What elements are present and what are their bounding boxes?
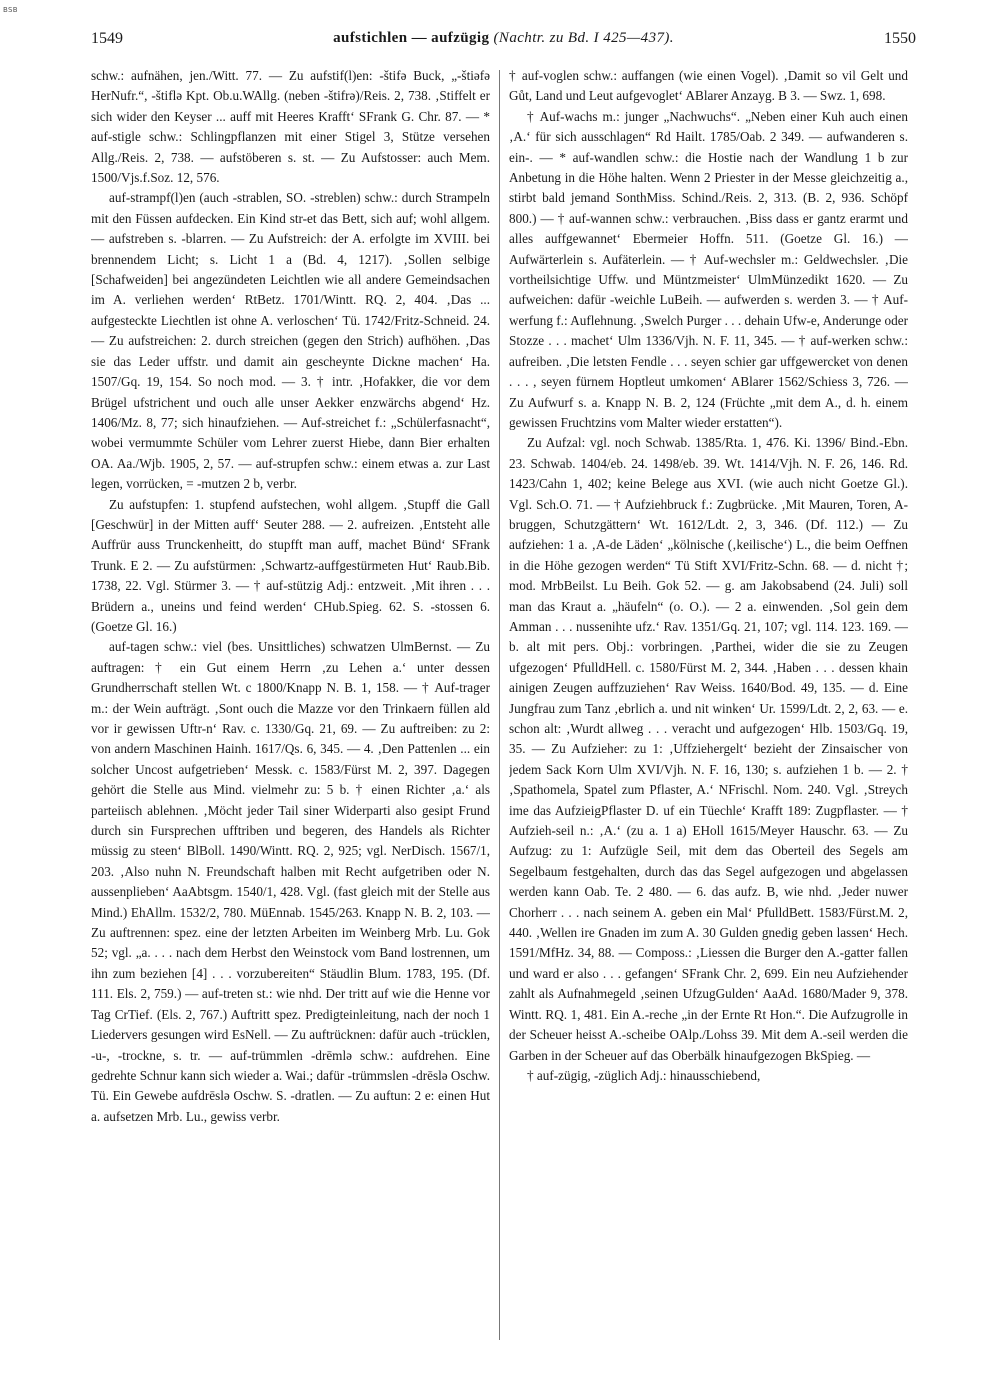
- right-paragraph: † auf-zügig, -züglich Adj.: hinausschiebend,: [527, 1067, 761, 1083]
- page-header: [91, 30, 916, 52]
- left-paragraph: schw.: aufnähen, jen./Witt. 77. — Zu aufstif(l)en: -štifə Buck, „-štiəfə HerNufr.“, -štiflə Kpt. Ob.u.WAllg. (neben -štifrə)/Reis. 2, 738. ‚Stiffelt er sich wider den Keyser ... auff mit Heeres Krafft‘ SFrank G. Chr. 87. — * auf-stigle schw.: Schlingpflanzen mit einer Stigel 3, Stütze versehen Allg./Reis. 2, 738. — aufstöberen s. st. — Zu Aufstosser: auch Mem. 1500/Vjs.f.Soz. 12, 576.: [91, 68, 490, 186]
- running-head-note: (Nachtr. zu Bd. I 425—437).: [493, 30, 674, 46]
- left-paragraph: auf-tagen schw.: viel (bes. Unsittliches) schwatzen UlmBernst. — Zu auftragen: † ein Gut einem Herrn ‚zu Lehen a.‘ unter dessen Grundherrschaft stellen Wt. c 1800/Knapp N. B. 1, 158. — † Auf-trager m.: der Wein aufträgt. ‚Sont ouch die Mazze vor den Trinkaern füllen ald vor ir gewissen Uftr-n‘ Rav. c. 1330/Gq. 21, 69. — Zu auftreiben: zu 2: von andern Maschinen Hainh. 1617/Qs. 6, 345. — 4. ‚Den Pattenlen ... ein solcher Uncost aufgetrieben‘ Messk. c. 1583/Fürst M. 2, 397. Dagegen gehört die Stelle aus Mind. vielmehr zu: 5 b. † einen Richter ‚a.‘ als parteiisch ablehnen. ‚Möcht jeder Tail siner Widerparti also gesipt Frund durch sin Fursprechen ufftriben und begeren, des Handels als Richter müssig zu steen‘ BlBoll. 1490/Wintt. RQ. 2, 925; vgl. NerDisch. 1567/1, 203. ‚Also nuhn N. Freundschaft halben mit Recht aufgetriben oder N. aussenplieben‘ AaAbtsgm. 1540/1, 428. Vgl. (fast gleich mit der Stelle aus Mind.) EhAllm. 1532/2, 780. MüEnnab. 1545/263. Knapp N. B. 2, 103. — Zu auftrennen: spez. eine der letzten Arbeiten im Weinberg Mrb. Lu. Gok 52; vgl. „a. . . . nach dem Herbst den Weinstock vom Band lostrennen, um ihn zum beziehen [4] . . . vorzubereiten“ Stäudlin Blum. 1783, 195. (Df. 111. Els. 2, 759.) — auf-treten st.: wie nhd. Der tritt auf wie die Henne vor Tag CrTief. (Els. 2, 767.) Auftritt spez. Predigteinleitung, nach der noch 1 Liedervers gesungen wird EsNell. — Zu auftrücknen: dafür auch -trücklen, -u-, -trockne, s. tr. — auf-trümmlen -drēmlə schw.: aufdrehen. Eine gedrehte Schnur kann sich wieder a. Wai.; dafür -trümmslen -drēslə Oschw. Tü. Ein Gewebe aufdrēslə Oschw. S. -dratlen. — Zu auftun: 2 e: einen Hut a. aufsetzen Mrb. Lu., gewiss verbr.: [91, 639, 490, 1124]
- right-paragraph: † Auf-wachs m.: junger „Nachwuchs“. „Neben einer Kuh auch einen ‚A.‘ für sich ausschlagen“ Rd Hailt. 1785/Oab. 2 349. — aufwanderen s. ein-. — * auf-wandlen schw.: die Hostie nach der Wandlung 1 b zur Anbetung in die Höhe halten. Wenn 2 Priester in der Messe gleichzeitig a., stirbt bald jemand SonthMiss. Schind./Reis. 2, 313. (B. 2, 936. Schöpf 800.) — † auf-wannen schw.: verbrauchen. ‚Biss dass er gantz erarmt und alles auffgewannet‘ Ebermeier Hoffn. 511. (Goetze Gl. 16.) — Aufwärterlein s. Aufäterlein. — † Auf-wechsler m.: Geldwechsler. ‚Die vortheilsichtige Uffw. und Müntzmeister‘ UlmMünzedikt 1620. — Zu aufweichen: dafür -weichle LuBeih. — aufwerden s. werden 3. — † Auf-werfung f.: Auflehnung. ‚Swelch Purger . . . dehain Ufw-e, Anderunge oder Stozze . . . machet‘ Ulm 1336/Vjh. N. F. 11, 345. — † auf-werken schw.: aufreiben. ‚Die letsten Fendle . . . seyen schier gar uffgewercket von denen . . . , seyen fürnem Hoptleut umkomen‘ ABlarer 1562/Schiess 3, 726. — Zu Aufwurf s. a. Knapp N. B. 2, 124 (Früchte „mit dem A., d. h. einem gewissen Fruchtzins vom Malter wieder erstatten“).: [509, 108, 908, 430]
- left-column: [91, 66, 490, 1366]
- left-paragraph: Zu aufstupfen: 1. stupfend aufstechen, wohl allgem. ‚Stupff die Gall [Geschwür] in der Mitten auff‘ Seuter 288. — 2. aufreizen. ‚Entsteht alle Auffrür auss Trunckenheitt, do stupfft man auff, machet Bünd‘ SFrank Trunk. E 2. — Zu aufstürmen: ‚Schwartz-auffgestürmeten Hut‘ Raub.Bib. 1738, 22. Vgl. Stürmer 3. — † auf-stützig Adj.: entzweit. ‚Mit ihren . . . Brüdern a., uneins und feind werden‘ CHub.Spieg. 62. S. -stossen 6. (Goetze Gl. 16.): [91, 496, 490, 634]
- right-column: [509, 66, 908, 1366]
- right-paragraph: † auf-voglen schw.: auffangen (wie einen Vogel). ‚Damit so vil Gelt und Gůt, Land und Leut aufgevoglet‘ ABlarer Anzayg. B 3. — Swz. 1, 698.: [509, 68, 908, 104]
- left-paragraph: auf-strampf(l)en (auch -strablen, SO. -streblen) schw.: durch Strampeln mit den Füssen aufdecken. Ein Kind str-et das Bett, sich auf; wohl allgem. — aufstreben s. -blarren. — Zu Aufstreich: der A. erfolgte im XVIII. bei brennendem Licht; s. Licht 1 a (Bd. 4, 1217). ‚Sollen selbige [Schafweiden] bei angezündeten Leichtlen wie all andere Gemeindsachen im A. verliehen werden‘ RtBetz. 1701/Wintt. RQ. 2, 404. ‚Das ... aufgesteckte Liechtlen ist ohne A. verloschen‘ Tü. 1742/Fritz-Schneid. 24. — Zu aufstreichen: 2. durch streichen (gegen den Strich) aufhöhen. ‚Das sie das Leder uffstr. und damit ain gescheynte Dickne machen‘ Ha. 1507/Gq. 19, 154. So noch mod. — 3. † intr. ‚Hofakker, die vor dem Brügel ufstrichent und ouch alle unser Aekker enzwärchs abgend‘ Hz. 1406/Mz. 8, 77; sich hinaufziehen. — Auf-streichet f.: „Schülerfasnacht“, wobei vermummte Schüler vom Lehrer zuerst Hiebe, dann Bier erhalten OA. Aa./Wjb. 1905, 2, 57. — auf-strupfen schw.: einem etwas a. zur Last legen, vorrücken, = -mutzen 2 b, verbr.: [91, 190, 490, 492]
- running-head: [91, 30, 916, 47]
- page-number-right: 1550: [884, 30, 916, 47]
- page-number-left: 1549: [91, 30, 123, 47]
- library-mark: BSB: [3, 6, 18, 14]
- running-head-headword: aufstichlen — aufzügig: [333, 30, 490, 46]
- column-rule: [499, 70, 500, 1340]
- right-paragraph: Zu Aufzal: vgl. noch Schwab. 1385/Rta. 1, 476. Ki. 1396/ Bind.-Ebn. 23. Schwab. 1404/eb. 24. 1498/eb. 39. Wt. 1414/Vjh. N. F. 26, 146. Rd. 1423/Cahn 1, 402; keine Belege aus XVI. (wie auch nicht Goetze Gl.). Vgl. Sch.O. 71. — † Aufziehbruck f.: Zugbrücke. ‚Mit Mauren, Toren, A-bruggen, Schutzgättern‘ Wt. 1612/Ldt. 2, 3, 346. (Df. 112.) — Zu aufziehen: 1 a. ‚A-de Läden‘ „kölnische (‚keilische‘) L., die beim Oeffnen in die Höhe gezogen werden“ Tü Stift XVI/Fritz-Schn. 68. — d. nicht †; mod. MrbBeilst. Lu Beih. Gok 52. — g. am Jakobsabend (24. Juli) soll man das Kraut a. „häufeln“ (o. O.). — 2 a. einwenden. ‚Sol gein dem Amman . . . nussenihte ufz.‘ Rav. 1351/Gq. 21, 107; vgl. 114. 123. 169. — b. alt mit pers. Obj.: vorbringen. ‚Parthei, wider die sie zu Zeugen ufgezogen‘ PfulldHell. c. 1580/Fürst M. 2, 344. ‚Haben . . . dessen khain ainigen Zeugen auffzuziehen‘ Rav Weiss. 1640/Bod. 49, 135. — d. Eine Jungfrau zum Tanz ‚ebrlich a. und nit winken‘ Ur. 1599/Ldt. 2, 2, 63. — e. schon alt: ‚Wurdt allweg . . . veracht und aufgezogen‘ Hlb. 1503/Gq. 19, 35. — Zu Aufzieher: zu 1: ‚Uffziehergelt‘ bezieht der Zinsaischer von jedem Sack Korn Ulm XVI/Vjh. N. F. 16, 130; s. aufziehen 1 b. — 2. † ‚Spathomela, Spatel zum Pflaster, A.‘ NFrischl. Nom. 240. Vgl. ‚Streych ime das AufzieigPflaster D. uf ein Tüechle‘ Krafft 189: Zugpflaster. — † Aufzieh-seil n.: ‚A.‘ (zu a. 1 a) EHoll 1615/Meyer Hauschr. 63. — Zu Aufzug: zu 1: Aufzügle Seil, mit dem das Oberteil des Segels am Segelbaum festgehalten, durch das das Segel aufgezogen und abgelassen werden kann Oab. Te. 2 480. — 6. das aufz. B, wie nhd. ‚Jeder nuwer Chorherr . . . nach seinem A. geben ein Mal‘ PfulldBett. 1583/Fürst.M. 2, 440. ‚Wellen ire Gnaden im zum A. 30 Gulden gnedig geben lassen‘ Hech. 1591/MfHz. 34, 88. — Composs.: ‚Liessen die Burger den A.-gatter fallen und ward er also . . . gefangen‘ SFrank Chr. 2, 699. Ein neu Aufziehender zahlt als Aufnahmegeld ‚seinen UfzugGulden‘ AaAd. 1680/Mader 9, 378. Wintt. RQ. 1, 481. Ein A.-reche „in der Ernte Rt Hon.“. Die Aufzugrolle in der Scheuer heisst A.-scheibe OAlp./Lohss 39. Mit dem A.-seil werden die Garben in der Scheuer auf das Oberbälk hinaufgezogen BkSpieg. —: [509, 435, 908, 1063]
